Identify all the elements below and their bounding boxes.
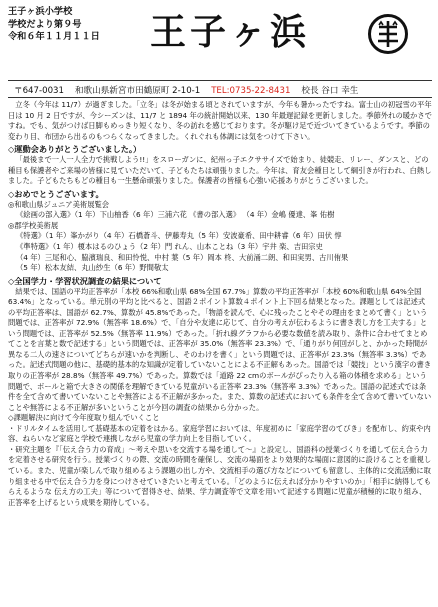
newsletter-body (8, 100, 432, 508)
header-divider (8, 80, 432, 81)
plan-heading: ◇課題解決に向けて今年度取り組んでいくこと (8, 413, 160, 423)
postal-code: 〒647-0031 (14, 86, 64, 96)
school-name: 王子ヶ浜小学校 (8, 6, 73, 17)
award-line: 《特選》（1 年）峯かがり（4 年）石橋蒼斗、伊藤寿丸（5 年）安波豪希、田中耕睿（6 年）田伏 惇 (16, 231, 342, 241)
survey-paragraph: 結果では、国語の平均正答率が「本校 66%和歌山県 68%全国 67.7%」算数の平均正答率が「本校 60%和歌山県 64%全国 63.4%」となっている。単元別の平均と比べると、国語２ポイント算数４ポイント上下回る結果となった。課題としては記述式の平均正答率は、国語が 62.7%、算数が 45.8%であった。「物語を読んで、心に残ったことやその理由をまとめて書く」という問題では、正答率が 72.9%（無答率 18.6%）で、「自分や友達に応じて、自分の考えが伝わるように書き表し方を工夫する」という問題では、正答率が 52.5%（無答率 11.9%）であった。「折れ線グラフから必要な数値を読み取り、条件に合わせてまとめてことを言葉と数で記述する」という問題では、正答率が 35.0%（無答率 23.3%）で、「通りがり何回がしと、かかった時間が異なる二人の速さについてどちらが速いかを判断し、そのわけを書く」という問題では、正答率が 23.3%（無答率 3.3%）であった。記述式問題の他に、基礎的基本的な知識が定着していないことによる不正解もあった。国語では「競技」という漢字の書き取りの正答率が 28.8%（無答率 49.7%）であった。算数では「道路 22 cmのボールがぴったり入る箱の体積を求める」という問題で、ボールと箱で大きさの関係を理解できている児童がいる正答率 23.3%（無答率 3.3%）であった。国語の記述式では条件を全て含めて書いていないことや無答による不正解が多かった。また、算数の記述式においても条件を全て含めて書いていないことや無答による不正解が多いということが今回の調査の結果から分かった。 (8, 286, 432, 412)
section-heading-survey: ◇全国学力・学習状況調査の結果について (8, 275, 162, 286)
award-line: （4 年）三尾和心、脇濱瑞良、和田怜悦、中村 葉（5 年）岡本 柊、大前涌二朗、和田実男、古川侑果 (16, 252, 349, 262)
sportsday-paragraph: 「最後まで一人一人全力で挑戦しよう!!」をスローガンに、紀州っ子エクササイズで始まり、徒競走、リレー、ダンスと、どの種目も保護者やご来場の皆様に見ていただいて、子どもたちは頑張りました。今年は、育友会種目として綱引きが行われ、白熱しました。子どもたちもどの種目も一生懸命頑張りました。保護者の皆様も心強い応援ありがとうございました。 (8, 155, 432, 186)
school-emblem-icon (368, 14, 408, 54)
plan-item: ・ドリルタイムを活用して基礎基本の定着をはかる。家庭学習においては、年度初めに「家庭学習のてびき」を配布し、約束や内容、ねらいなど家庭と学校で連携しながら児童の学力向上を目指していく。 (8, 423, 431, 444)
award-line: （5 年）松本友結、丸山紗生（6 年）野間敬太 (16, 263, 169, 273)
award-subheading-district-art: ◎郡学校美術展 (8, 220, 59, 230)
issue-date: 令和６年１１月１１日 (8, 31, 100, 42)
section-heading-congrats: ◇おめでとうございます。 (8, 188, 104, 199)
principal: 校長 谷口 幸生 (301, 86, 359, 96)
plan-item: ・研究主題を『「伝え合う力の育成」～考えや思いを交流する場を通して～』と設定し、国語科の授業づくりを通して伝え合う力を定着させる研究を行う。授業づくりの際、交流の時間を確保し、交流の場面をより効果的な場面に意図的に設けることを重視している。また、児童が楽しんで取り組めるよう課題の出し方や、交流相手の選び方などについても留意し、主体的に交流活動に取り組ませる中で伝え合う力を身につけさせていきたいと考えている。「どのように伝えれば分かりやすいのか」「相手に納得してもらえるような 伝え方の工夫」等について習得させ、結果、学力調査等で文章を用いて記述する問題に児童が積極的に取り組み、正答率を上げるという成果を期待している。 (8, 444, 432, 507)
newsletter-number: 学校だより第９号 (8, 18, 82, 30)
masthead-title: 王子ヶ浜 (150, 11, 311, 53)
address-line (14, 84, 434, 96)
address-divider (8, 97, 432, 98)
award-line: 《絵画の部入選》（1 年）下山柚香（6 年）三浦六花 《書の部入選》 （4 年）金嶋 優達、峯 佑樹 (16, 210, 335, 220)
award-subheading-art-exhibition: ◎和歌山県ジュニア美術展覧会 (8, 199, 110, 209)
telephone: TEL:0735-22-8431 (211, 86, 291, 96)
intro-paragraph: 立冬（今年は 11/7）が過ぎました。「立冬」は冬が始まる頃とされていますが、今年も暑かったですね。富士山の初冠雪の平年日は 10 月 2 日ですが、今シーズンは、11/7 と 1894 年の統計開始以来、130 年最遅記録を更新しました。季節外れの暖かさですね。でも、気がつけば日脚もめっきり短くなり、冬の訪れを感じております。冬が駆け足で近づいてきているようです。季節の変わり目、布団から出るのもつらくなってきました。くれぐれも体調には気をつけて下さい。 (8, 100, 432, 141)
section-heading-sportsday: ◇運動会ありがとうございました。） (8, 144, 142, 155)
header-info (8, 6, 126, 44)
award-line: 《準特選》（1 年）榎本はるのひょう（2 年）門 れん、山本ことね（3 年）宇井 楽、吉田宗史 (16, 242, 323, 252)
school-address: 和歌山県新宮市田鶴原町 2-10-1 (74, 86, 201, 96)
